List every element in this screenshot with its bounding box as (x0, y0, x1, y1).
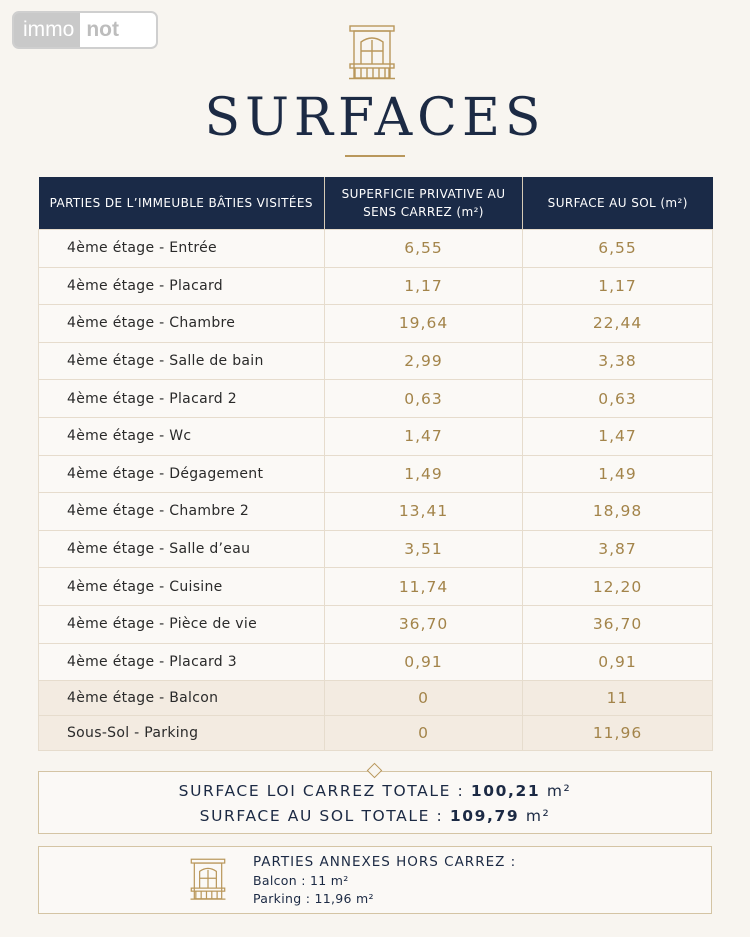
table-row (39, 530, 713, 568)
carrez-value: 0 (325, 681, 523, 716)
room-name: 4ème étage - Cuisine (39, 568, 325, 606)
table-row (39, 493, 713, 531)
sol-value: 11 (523, 681, 713, 716)
table-row (39, 455, 713, 493)
sol-value: 1,47 (523, 417, 713, 455)
sol-value: 12,20 (523, 568, 713, 606)
annexes-box (38, 846, 712, 914)
sol-total-value: 109,79 (449, 807, 520, 825)
sol-value: 3,38 (523, 342, 713, 380)
carrez-value: 13,41 (325, 493, 523, 531)
room-name: 4ème étage - Wc (39, 417, 325, 455)
carrez-value: 0,63 (325, 380, 523, 418)
sol-value: 18,98 (523, 493, 713, 531)
sol-total-line (39, 804, 711, 829)
carrez-value: 11,74 (325, 568, 523, 606)
carrez-value: 0 (325, 716, 523, 751)
room-name: 4ème étage - Entrée (39, 230, 325, 268)
room-name: 4ème étage - Pièce de vie (39, 605, 325, 643)
carrez-value: 3,51 (325, 530, 523, 568)
table-row (39, 342, 713, 380)
sol-total-unit: m² (525, 807, 551, 825)
carrez-total-unit: m² (546, 782, 572, 800)
sol-total-label: SURFACE AU SOL TOTALE : (199, 807, 444, 825)
table-row (39, 267, 713, 305)
carrez-total-value: 100,21 (470, 782, 541, 800)
room-name: 4ème étage - Chambre 2 (39, 493, 325, 531)
room-name: 4ème étage - Placard (39, 267, 325, 305)
sol-value: 6,55 (523, 230, 713, 268)
table-row (39, 380, 713, 418)
carrez-value: 0,91 (325, 643, 523, 681)
table-row (39, 230, 713, 268)
totals-box (38, 771, 712, 834)
logo-part-not: not (80, 13, 156, 47)
carrez-value: 6,55 (325, 230, 523, 268)
sol-value: 3,87 (523, 530, 713, 568)
table-header-row (39, 177, 713, 230)
carrez-total-line (39, 779, 711, 804)
table-row (39, 605, 713, 643)
header-sol: SURFACE AU SOL (m²) (523, 177, 713, 230)
room-name: 4ème étage - Salle d’eau (39, 530, 325, 568)
building-facade-icon (347, 24, 397, 80)
annex-parking: Parking : 11,96 m² (253, 891, 374, 906)
table-row (39, 417, 713, 455)
table-row (39, 305, 713, 343)
title-underline (345, 155, 405, 157)
annex-balcon: Balcon : 11 m² (253, 873, 349, 888)
header-parties: PARTIES DE L’IMMEUBLE BÂTIES VISITÉES (39, 177, 325, 230)
room-name: 4ème étage - Placard 3 (39, 643, 325, 681)
logo-part-immo: immo (14, 13, 80, 47)
carrez-value: 1,49 (325, 455, 523, 493)
sol-value: 22,44 (523, 305, 713, 343)
room-name: Sous-Sol - Parking (39, 716, 325, 751)
page-title: SURFACES (204, 88, 546, 148)
carrez-total-label: SURFACE LOI CARREZ TOTALE : (178, 782, 465, 800)
carrez-value: 36,70 (325, 605, 523, 643)
sol-value: 1,49 (523, 455, 713, 493)
sol-value: 1,17 (523, 267, 713, 305)
sol-value: 36,70 (523, 605, 713, 643)
table-row (39, 716, 713, 751)
room-name: 4ème étage - Balcon (39, 681, 325, 716)
table-row (39, 568, 713, 606)
table-row (39, 681, 713, 716)
carrez-value: 19,64 (325, 305, 523, 343)
carrez-value: 2,99 (325, 342, 523, 380)
sol-value: 11,96 (523, 716, 713, 751)
sol-value: 0,91 (523, 643, 713, 681)
room-name: 4ème étage - Dégagement (39, 455, 325, 493)
building-facade-icon (189, 855, 227, 903)
carrez-value: 1,17 (325, 267, 523, 305)
room-name: 4ème étage - Salle de bain (39, 342, 325, 380)
surfaces-table (38, 177, 713, 751)
room-name: 4ème étage - Placard 2 (39, 380, 325, 418)
header-carrez: SUPERFICIE PRIVATIVE AU SENS CARREZ (m²) (325, 177, 523, 230)
sol-value: 0,63 (523, 380, 713, 418)
immonot-logo (12, 11, 158, 49)
annexes-title: PARTIES ANNEXES HORS CARREZ : (253, 854, 517, 870)
room-name: 4ème étage - Chambre (39, 305, 325, 343)
table-row (39, 643, 713, 681)
carrez-value: 1,47 (325, 417, 523, 455)
